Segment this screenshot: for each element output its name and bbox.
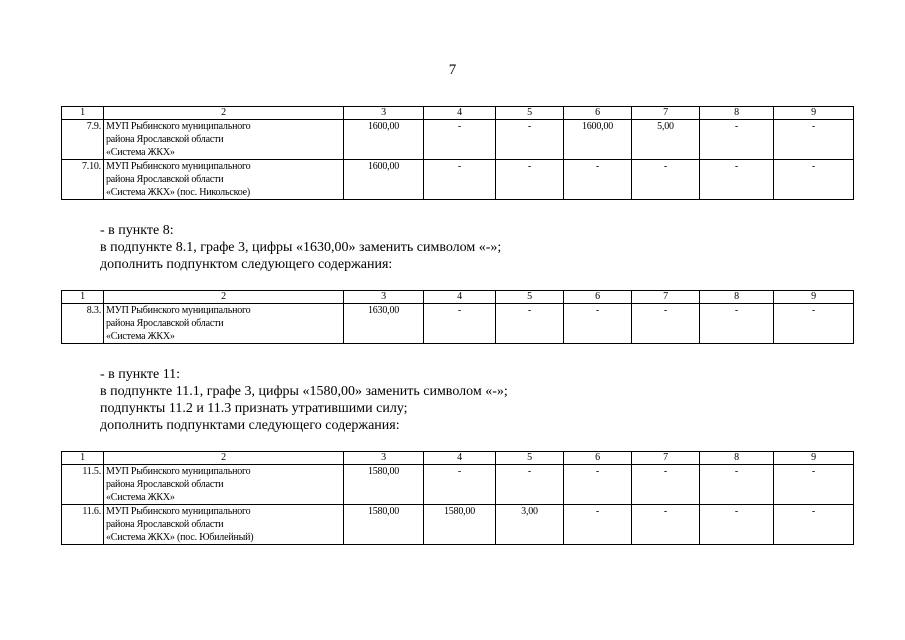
organization-cell [104,120,344,160]
organization-name-line: района Ярославской области [106,174,224,185]
organization-name-line: района Ярославской области [106,134,224,145]
organization-cell [104,160,344,200]
header-cell: 7 [632,452,700,465]
organization-name-line: МУП Рыбинского муниципального [106,161,251,172]
table-row [62,304,854,344]
value-cell: - [632,505,700,545]
organization-cell [104,505,344,545]
value-cell: - [564,505,632,545]
header-cell: 5 [496,291,564,304]
value-cell: - [496,304,564,344]
header-cell: 3 [344,107,424,120]
organization-name-line: «Система ЖКХ» [106,147,175,158]
paragraph-line: в подпункте 11.1, графе 3, цифры «1580,00» заменить символом «-»; [100,384,508,399]
organization-name-line: «Система ЖКХ» (пос. Юбилейный) [106,532,254,543]
value-cell: - [424,160,496,200]
value-cell: - [424,120,496,160]
value-cell: 1600,00 [564,120,632,160]
table-row [62,465,854,505]
header-cell: 5 [496,107,564,120]
header-row [62,452,854,465]
header-cell: 7 [632,291,700,304]
header-row [62,107,854,120]
value-cell: 1600,00 [344,120,424,160]
value-cell: 1580,00 [424,505,496,545]
value-cell: - [496,120,564,160]
organization-name-line: «Система ЖКХ» [106,492,175,503]
item-number-cell: 8.3. [62,304,104,344]
value-cell: - [564,304,632,344]
value-cell: 3,00 [496,505,564,545]
header-cell: 6 [564,452,632,465]
header-cell: 3 [344,452,424,465]
paragraph-line: в подпункте 8.1, графе 3, цифры «1630,00» заменить символом «-»; [100,240,502,255]
paragraph-line: дополнить подпунктами следующего содержания: [100,418,400,433]
tariff-table-2 [61,290,854,344]
value-cell: - [424,465,496,505]
header-cell: 4 [424,452,496,465]
value-cell: - [774,160,854,200]
value-cell: 1580,00 [344,505,424,545]
paragraph-line: - в пункте 8: [100,223,174,238]
header-cell: 2 [104,452,344,465]
tariff-table-1 [61,106,854,200]
item-number-cell: 11.5. [62,465,104,505]
header-cell: 2 [104,107,344,120]
table-row [62,120,854,160]
header-cell: 8 [700,107,774,120]
value-cell: - [774,465,854,505]
organization-name-line: «Система ЖКХ» [106,331,175,342]
header-cell: 3 [344,291,424,304]
header-row [62,291,854,304]
page-number: 7 [448,62,457,78]
value-cell: 1600,00 [344,160,424,200]
value-cell: - [700,465,774,505]
value-cell: 1580,00 [344,465,424,505]
value-cell: - [774,505,854,545]
paragraph-line: дополнить подпунктом следующего содержания: [100,257,393,272]
paragraph-item-11 [100,366,508,434]
header-cell: 7 [632,107,700,120]
item-number-cell: 11.6. [62,505,104,545]
item-number-cell: 7.10. [62,160,104,200]
value-cell: - [774,304,854,344]
header-cell: 6 [564,107,632,120]
tariff-table-3 [61,451,854,545]
value-cell: - [632,160,700,200]
value-cell: - [774,120,854,160]
value-cell: - [564,465,632,505]
header-cell: 6 [564,291,632,304]
value-cell: 1630,00 [344,304,424,344]
organization-name-line: «Система ЖКХ» (пос. Никольское) [106,187,251,198]
value-cell: - [632,304,700,344]
paragraph-item-8 [100,222,501,273]
organization-name-line: района Ярославской области [106,318,224,329]
organization-name-line: МУП Рыбинского муниципального [106,121,251,132]
value-cell: - [496,465,564,505]
item-number-cell: 7.9. [62,120,104,160]
header-cell: 5 [496,452,564,465]
value-cell: - [700,160,774,200]
organization-name-line: МУП Рыбинского муниципального [106,305,251,316]
value-cell: 5,00 [632,120,700,160]
value-cell: - [496,160,564,200]
header-cell: 4 [424,107,496,120]
header-cell: 8 [700,452,774,465]
value-cell: - [632,465,700,505]
header-cell: 4 [424,291,496,304]
organization-name-line: района Ярославской области [106,479,224,490]
table-row [62,505,854,545]
header-cell: 9 [774,452,854,465]
organization-cell [104,465,344,505]
header-cell: 2 [104,291,344,304]
value-cell: - [424,304,496,344]
header-cell: 9 [774,107,854,120]
organization-name-line: МУП Рыбинского муниципального [106,466,251,477]
paragraph-line: - в пункте 11: [100,367,181,382]
organization-name-line: района Ярославской области [106,519,224,530]
table-row [62,160,854,200]
header-cell: 8 [700,291,774,304]
paragraph-line: подпункты 11.2 и 11.3 признать утратившими силу; [100,401,408,416]
value-cell: - [564,160,632,200]
value-cell: - [700,120,774,160]
organization-name-line: МУП Рыбинского муниципального [106,506,251,517]
value-cell: - [700,505,774,545]
header-cell: 1 [62,107,104,120]
header-cell: 9 [774,291,854,304]
value-cell: - [700,304,774,344]
organization-cell [104,304,344,344]
header-cell: 1 [62,452,104,465]
header-cell: 1 [62,291,104,304]
